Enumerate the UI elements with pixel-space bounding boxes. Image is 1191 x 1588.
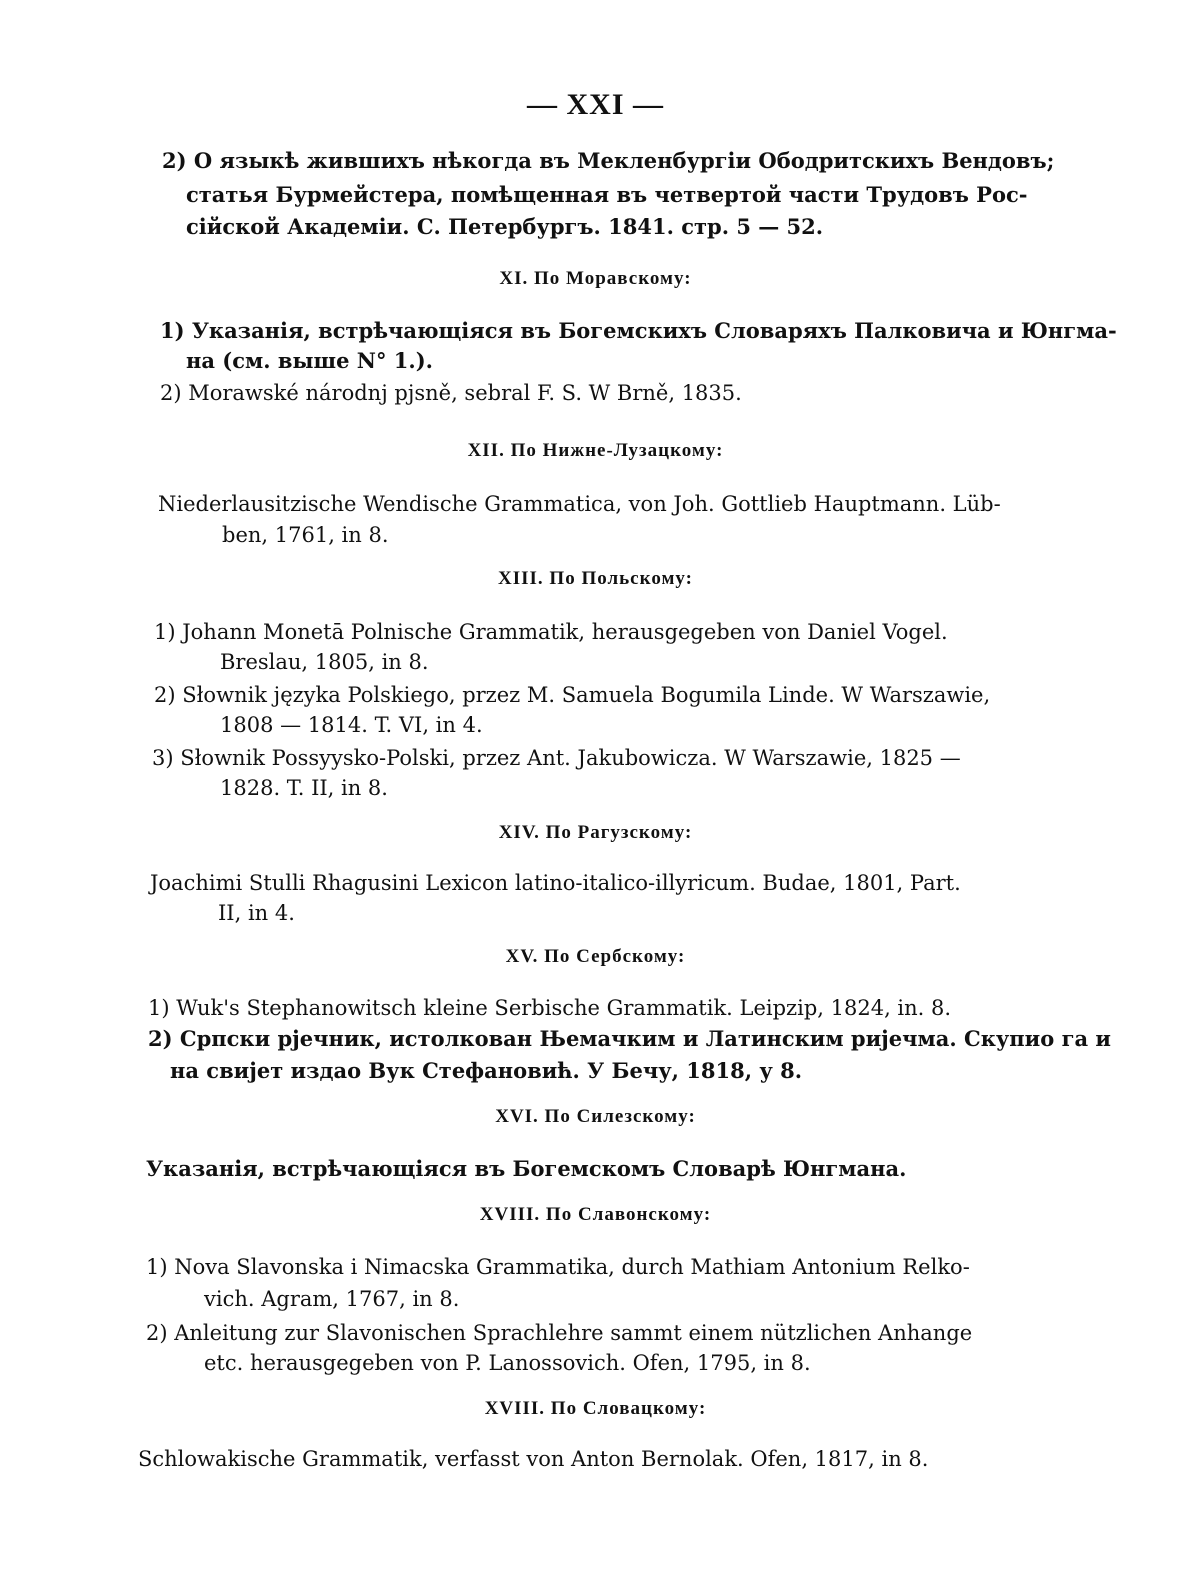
serbian-item-2-line1: 2) Српски рјечник, истолкован Њемачким и Латинским ријечма. Скупио га и <box>148 1026 1111 1051</box>
polish-item-1-line1: 1) Johann Monetā Polnische Grammatik, herausgegeben von Daniel Vogel. <box>154 620 948 644</box>
moravian-item-1-line2: на (см. выше N° 1.). <box>186 348 433 373</box>
section-heading-ragusan: XIV. По Рагузскому: <box>498 822 693 843</box>
silesian-line1: Указанія, встрѣчающіяся въ Богемскомъ Словарѣ Юнгмана. <box>146 1156 907 1181</box>
polish-item-2-line2: 1808 — 1814. T. VI, in 4. <box>220 713 483 737</box>
polish-item-1-line2: Breslau, 1805, in 8. <box>220 650 429 674</box>
section-heading-slavonian: XVIII. По Славонскому: <box>479 1204 712 1225</box>
ragusan-line2: II, in 4. <box>218 901 295 925</box>
ragusan-line1: Joachimi Stulli Rhagusini Lexicon latino-italico-illyricum. Budae, 1801, Part. <box>150 871 961 895</box>
section-heading-polish: XIII. По Польскому: <box>498 568 693 589</box>
section-heading-serbian: XV. По Сербскому: <box>505 946 686 967</box>
slavonian-item-1-line2: vich. Agram, 1767, in 8. <box>204 1287 460 1311</box>
slavonian-item-1-line1: 1) Nova Slavonska i Nimacska Grammatika, durch Mathiam Antonium Relko- <box>146 1255 970 1279</box>
polish-item-3-line1: 3) Słownik Possyysko-Polski, przez Ant. Jakubowicza. W Warszawie, 1825 — <box>152 746 961 770</box>
intro-item-2-line3: сійской Академіи. С. Петербургъ. 1841. стр. 5 — 52. <box>186 214 824 239</box>
lower-lusatian-line1: Niederlausitzische Wendische Grammatica, von Joh. Gottlieb Hauptmann. Lüb- <box>158 492 1001 516</box>
serbian-item-2-line2: на свијет издао Вук Стефановић. У Бечу, 1818, у 8. <box>170 1058 802 1083</box>
section-heading-slovak: XVIII. По Словацкому: <box>484 1398 707 1419</box>
page-number: — XXI — <box>526 88 664 121</box>
section-heading-lower-lusatian: XII. По Нижне-Лузацкому: <box>467 440 724 461</box>
lower-lusatian-line2: ben, 1761, in 8. <box>222 523 389 547</box>
intro-item-2-line2: статья Бурмейстера, помѣщенная въ четвертой части Трудовъ Рос- <box>186 182 1028 207</box>
intro-item-2-line1: 2) О языкѣ жившихъ нѣкогда въ Мекленбургіи Ободритскихъ Вендовъ; <box>162 148 1055 173</box>
slavonian-item-2-line2: etc. herausgegeben von P. Lanossovich. Ofen, 1795, in 8. <box>204 1351 811 1375</box>
slovak-line1: Schlowakische Grammatik, verfasst von Anton Bernolak. Ofen, 1817, in 8. <box>138 1447 929 1471</box>
section-heading-silesian: XVI. По Силезскому: <box>495 1106 696 1127</box>
moravian-item-2-line1: 2) Morawské národnj pjsně, sebral F. S. W Brně, 1835. <box>160 381 742 405</box>
polish-item-2-line1: 2) Słownik języka Polskiego, przez M. Samuela Bogumila Linde. W Warszawie, <box>154 683 991 707</box>
polish-item-3-line2: 1828. T. II, in 8. <box>220 776 388 800</box>
serbian-item-1-line1: 1) Wuk's Stephanowitsch kleine Serbische Grammatik. Leipzip, 1824, in. 8. <box>148 996 952 1020</box>
slavonian-item-2-line1: 2) Anleitung zur Slavonischen Sprachlehre sammt einem nützlichen Anhange <box>146 1321 973 1345</box>
moravian-item-1-line1: 1) Указанія, встрѣчающіяся въ Богемскихъ Словаряхъ Палковича и Юнгма- <box>160 318 1117 343</box>
section-heading-moravian: XI. По Моравскому: <box>499 268 692 289</box>
